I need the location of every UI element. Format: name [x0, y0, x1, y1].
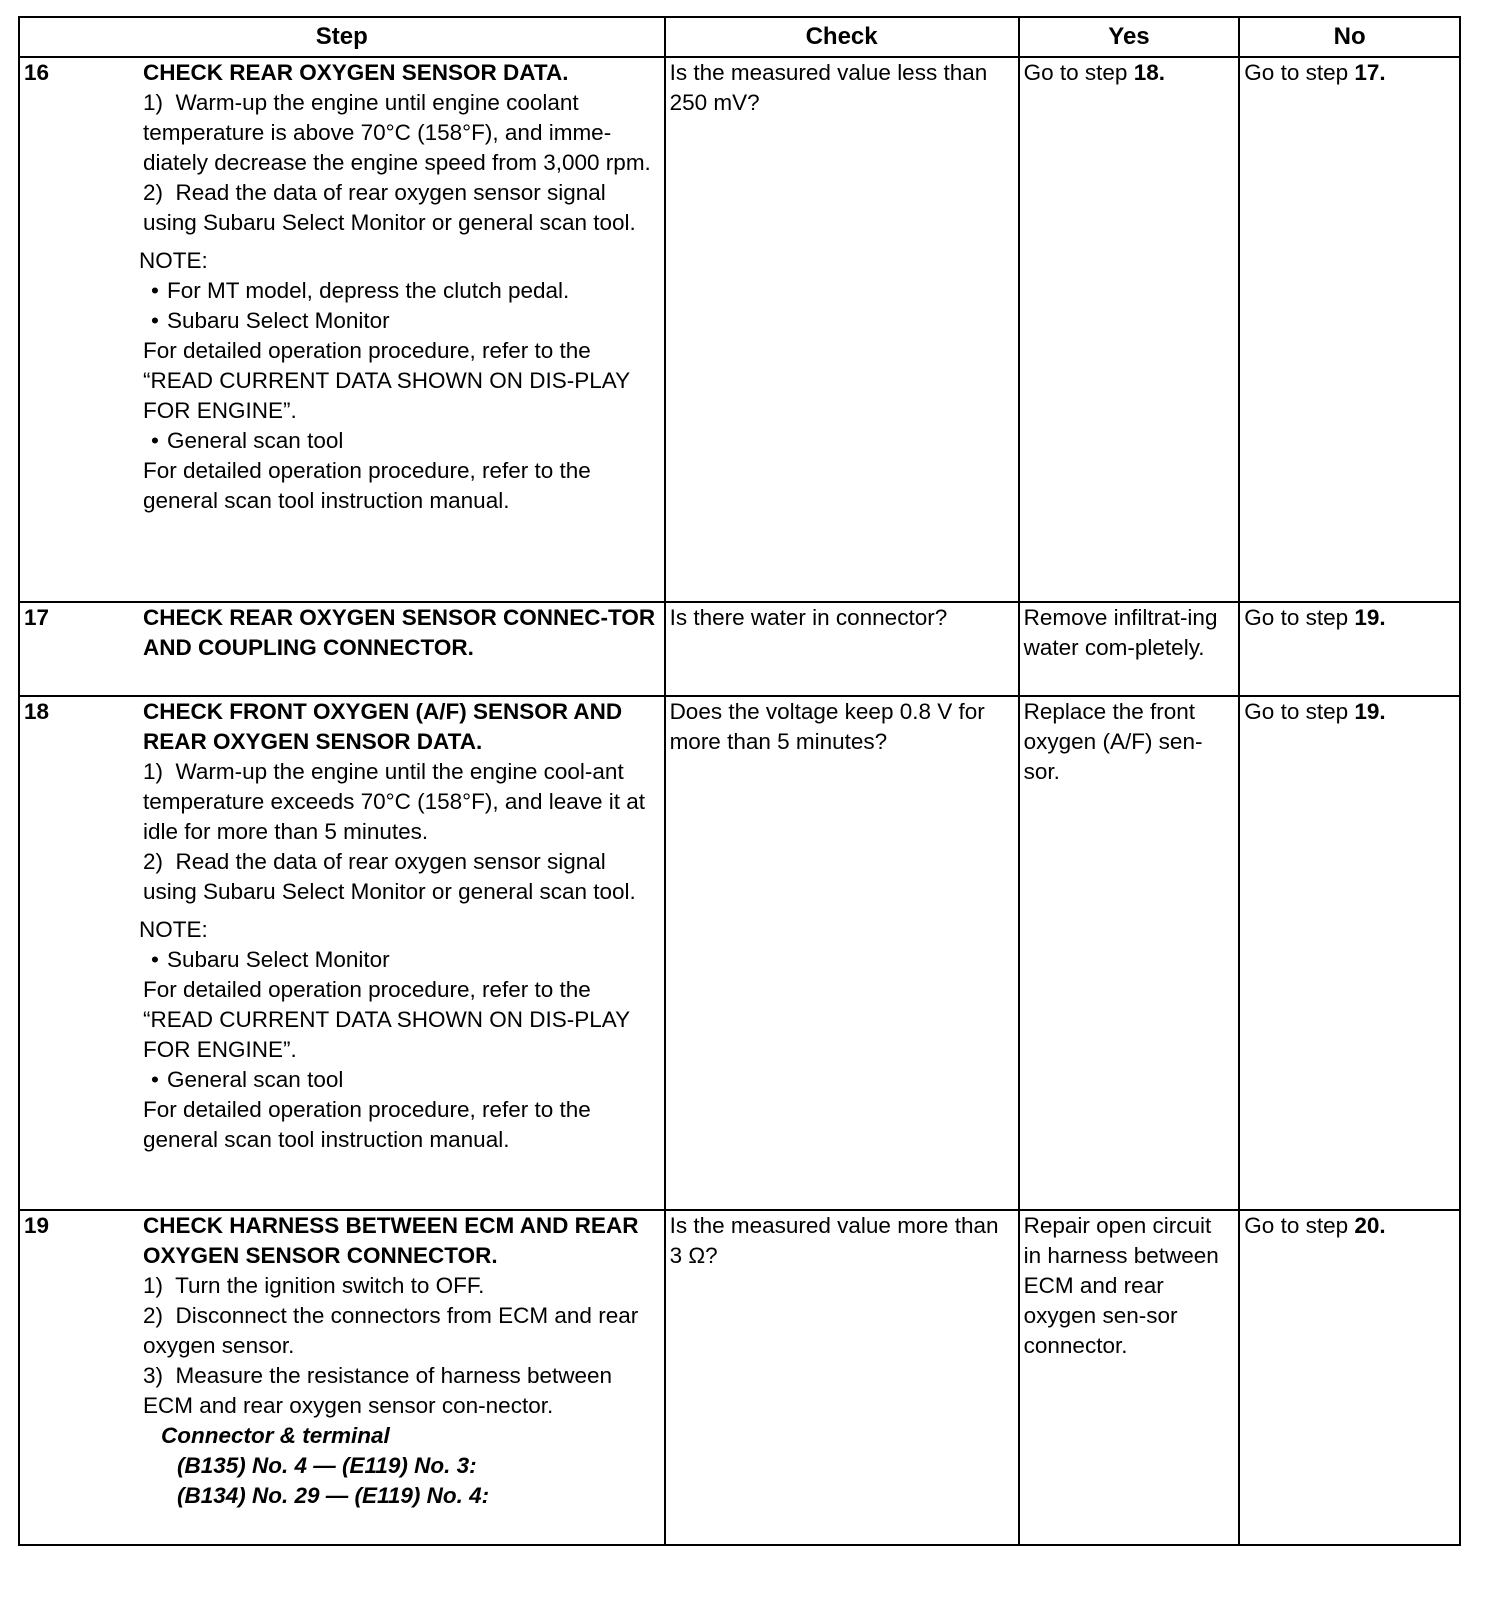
step-title: CHECK HARNESS BETWEEN ECM AND REAR OXYGEN SENSOR CONNECTOR. — [143, 1213, 639, 1268]
yes-cell — [1019, 57, 1240, 602]
no-prefix: Go to step — [1244, 60, 1355, 85]
bullet-item: • Subaru Select Monitor — [143, 306, 660, 336]
step-cell — [19, 696, 665, 1210]
step-cell — [19, 1210, 665, 1545]
table-row-step-18 — [19, 696, 1460, 1210]
check-cell: Is the measured value more than 3 Ω? — [665, 1210, 1019, 1545]
step-cell — [19, 602, 665, 696]
note-text: For detailed operation procedure, refer to the “READ CURRENT DATA SHOWN ON DIS-PLAY FOR ENGINE”. — [143, 977, 630, 1062]
step-body — [143, 1211, 664, 1511]
step-cell — [19, 57, 665, 602]
no-step-ref: 17. — [1354, 60, 1386, 85]
connector-terminal-line: (B135) No. 4 — (E119) No. 3: — [177, 1453, 477, 1478]
no-prefix: Go to step — [1244, 605, 1355, 630]
no-step-ref: 19. — [1354, 605, 1386, 630]
note-label: NOTE: — [139, 917, 208, 942]
yes-cell: Remove infiltrat-ing water com-pletely. — [1019, 602, 1240, 696]
no-cell — [1239, 1210, 1460, 1545]
bullet-item: • For MT model, depress the clutch pedal. — [143, 276, 660, 306]
step-number: 19 — [24, 1213, 50, 1238]
bullet-item: • Subaru Select Monitor — [143, 945, 660, 975]
step-body — [139, 697, 664, 1155]
bullet-item: • General scan tool — [143, 1065, 660, 1095]
no-prefix: Go to step — [1244, 699, 1355, 724]
step-instruction: 1) Turn the ignition switch to OFF. — [143, 1273, 485, 1298]
procedure-table — [18, 16, 1461, 1546]
connector-heading: Connector & terminal — [161, 1423, 390, 1448]
header-row — [19, 17, 1460, 57]
table-row-step-16 — [19, 57, 1460, 602]
step-instruction: 2) Read the data of rear oxygen sensor signal using Subaru Select Monitor or general scan tool. — [143, 849, 636, 904]
step-body — [139, 58, 664, 516]
step-number: 18 — [24, 699, 50, 724]
note-text: For detailed operation procedure, refer to the “READ CURRENT DATA SHOWN ON DIS-PLAY FOR ENGINE”. — [143, 338, 630, 423]
header-no: No — [1239, 17, 1460, 57]
step-instruction: 1) Warm-up the engine until engine coolant temperature is above 70°C (158°F), and imme-diately decrease the engine speed from 3,000 rpm. — [143, 90, 651, 175]
no-cell — [1239, 57, 1460, 602]
header-step: Step — [19, 17, 665, 57]
note-text: For detailed operation procedure, refer to the general scan tool instruction manual. — [143, 1097, 591, 1152]
yes-step-ref: 18. — [1133, 60, 1165, 85]
step-body — [143, 603, 664, 663]
step-title: CHECK FRONT OXYGEN (A/F) SENSOR AND REAR OXYGEN SENSOR DATA. — [143, 699, 623, 754]
yes-cell: Replace the front oxygen (A/F) sen-sor. — [1019, 696, 1240, 1210]
check-cell: Does the voltage keep 0.8 V for more than 5 minutes? — [665, 696, 1019, 1210]
no-step-ref: 19. — [1354, 699, 1386, 724]
step-instruction: 2) Read the data of rear oxygen sensor signal using Subaru Select Monitor or general scan tool. — [143, 180, 636, 235]
note-block — [139, 915, 660, 1155]
check-cell: Is there water in connector? — [665, 602, 1019, 696]
no-cell — [1239, 602, 1460, 696]
yes-prefix: Go to step — [1023, 60, 1134, 85]
header-yes: Yes — [1019, 17, 1240, 57]
step-title: CHECK REAR OXYGEN SENSOR DATA. — [143, 60, 569, 85]
step-number: 17 — [24, 605, 50, 630]
bullet-item: • General scan tool — [143, 426, 660, 456]
note-text: For detailed operation procedure, refer to the general scan tool instruction manual. — [143, 458, 591, 513]
note-block — [139, 246, 660, 516]
check-cell: Is the measured value less than 250 mV? — [665, 57, 1019, 602]
no-prefix: Go to step — [1244, 1213, 1355, 1238]
note-label: NOTE: — [139, 248, 208, 273]
step-number: 16 — [24, 60, 50, 85]
no-step-ref: 20. — [1354, 1213, 1386, 1238]
table-row-step-19 — [19, 1210, 1460, 1545]
step-title: CHECK REAR OXYGEN SENSOR CONNEC-TOR AND COUPLING CONNECTOR. — [143, 605, 656, 660]
yes-cell: Repair open circuit in harness between ECM and rear oxygen sen-sor connector. — [1019, 1210, 1240, 1545]
no-cell — [1239, 696, 1460, 1210]
connector-terminal-line: (B134) No. 29 — (E119) No. 4: — [177, 1483, 490, 1508]
step-instruction: 2) Disconnect the connectors from ECM and rear oxygen sensor. — [143, 1303, 639, 1358]
header-check: Check — [665, 17, 1019, 57]
table-row-step-17 — [19, 602, 1460, 696]
step-instruction: 1) Warm-up the engine until the engine cool-ant temperature exceeds 70°C (158°F), and leave it at idle for more than 5 minutes. — [143, 759, 646, 844]
step-instruction: 3) Measure the resistance of harness between ECM and rear oxygen sensor con-nector. — [143, 1363, 613, 1418]
